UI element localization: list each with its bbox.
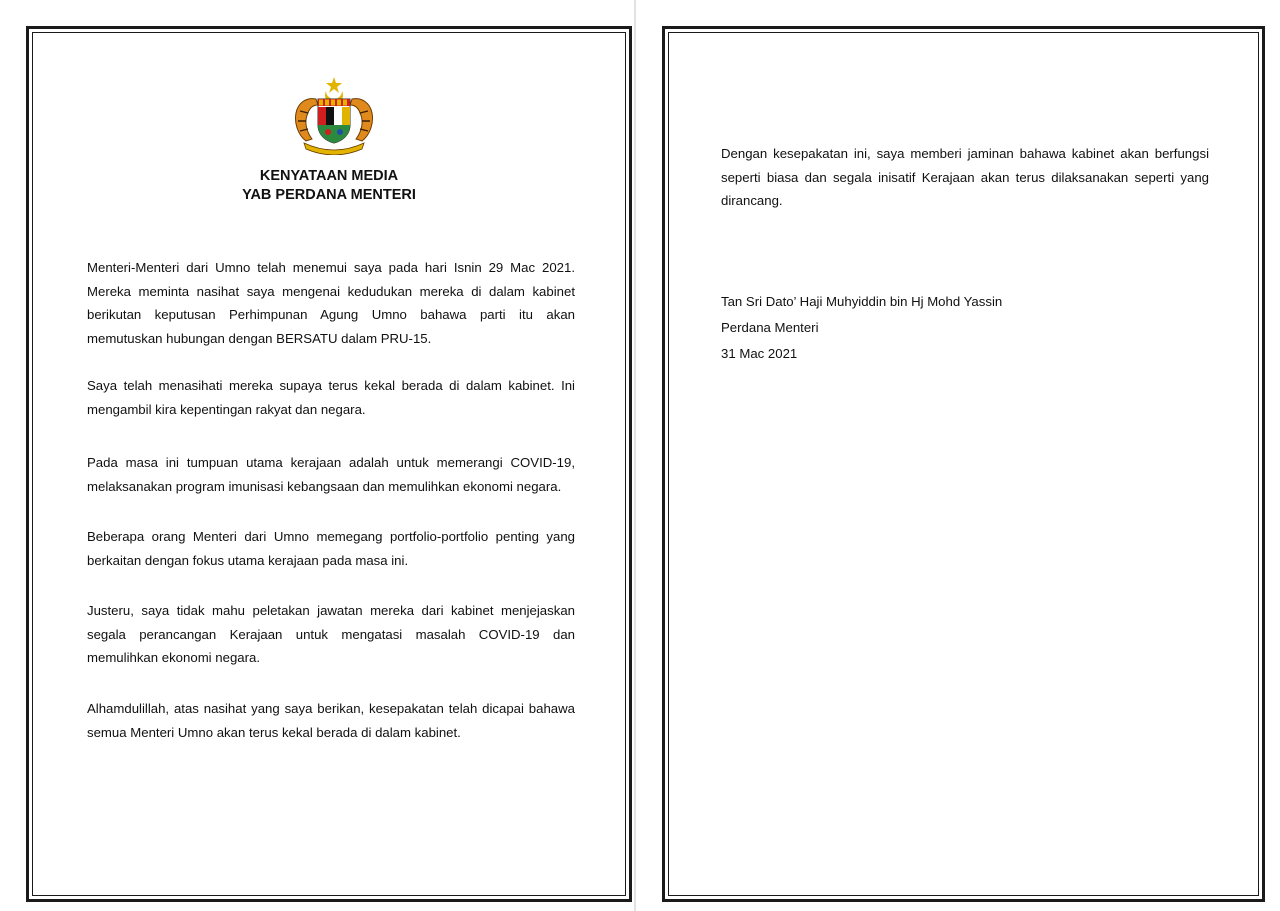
paragraph-5: Justeru, saya tidak mahu peletakan jawatan mereka dari kabinet menjejaskan segala perancangan Kerajaan untuk mengatasi masalah COVID-19 dan memulihkan ekonomi negara. <box>87 603 575 665</box>
page-divider <box>634 0 636 911</box>
paragraph-7: Dengan kesepakatan ini, saya memberi jaminan bahawa kabinet akan berfungsi seperti biasa dan segala inisatif Kerajaan akan terus dilaksanakan seperti yang dirancang. <box>721 146 1209 208</box>
paragraph-4: Beberapa orang Menteri dari Umno memegang portfolio-portfolio penting yang berkaitan dengan fokus utama kerajaan pada masa ini. <box>87 529 575 568</box>
paragraph-1: Menteri-Menteri dari Umno telah menemui saya pada hari Isnin 29 Mac 2021. Mereka meminta nasihat saya mengenai kedudukan mereka di dalam kabinet berikutan keputusan Perhimpunan Agung Umno bahawa parti itu akan memutuskan hubungan dengan BERSATU dalam PRU-15. <box>87 260 575 346</box>
document-title: KENYATAAN MEDIA <box>259 168 399 184</box>
coat-of-arms-icon <box>286 77 382 155</box>
statement-date: 31 Mac 2021 <box>721 346 798 361</box>
document-page-2 <box>662 26 1265 902</box>
paragraph-3: Pada masa ini tumpuan utama kerajaan adalah untuk memerangi COVID-19, melaksanakan program imunisasi kebangsaan dan memulihkan ekonomi negara. <box>87 455 575 494</box>
document-subtitle: YAB PERDANA MENTERI <box>242 187 416 203</box>
paragraph-2: Saya telah menasihati mereka supaya terus kekal berada di dalam kabinet. Ini mengambil kira kepentingan rakyat dan negara. <box>87 378 575 417</box>
signatory-name: Tan Sri Dato’ Haji Muhyiddin bin Hj Mohd Yassin <box>721 294 1003 309</box>
document-page-1 <box>26 26 632 902</box>
signatory-title: Perdana Menteri <box>721 320 819 335</box>
paragraph-6: Alhamdulillah, atas nasihat yang saya berikan, kesepakatan telah dicapai bahawa semua Menteri Umno akan terus kekal berada di dalam kabinet. <box>87 701 575 740</box>
